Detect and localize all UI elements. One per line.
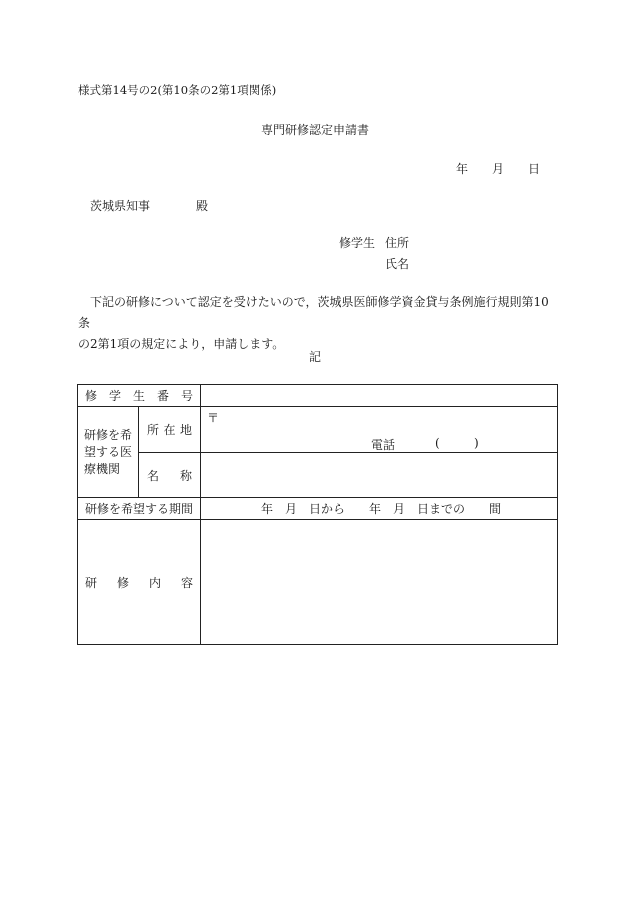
request-statement	[78, 292, 558, 355]
label-char: 内	[149, 575, 162, 590]
honorific: 殿	[196, 199, 209, 213]
paren-close: )	[474, 436, 479, 450]
label-char: 容	[181, 575, 194, 590]
student-number-row	[78, 385, 558, 407]
period-field[interactable]: 年 月 日から 年 月 日までの 間	[201, 498, 558, 520]
label-char: 学	[109, 389, 122, 403]
label-char: 修	[117, 575, 130, 590]
applicant-address-label: 住所	[385, 236, 410, 250]
document-title: 専門研修認定申請書	[260, 123, 369, 137]
student-number-field[interactable]	[201, 385, 558, 407]
content-field[interactable]	[201, 520, 558, 645]
label-char: 称	[180, 468, 193, 483]
institution-name-row	[78, 453, 558, 498]
label-char: 所	[147, 423, 160, 437]
institution-location-row	[78, 407, 558, 453]
postal-mark: 〒	[207, 411, 220, 425]
institution-name-field[interactable]	[201, 453, 558, 498]
label-char: 生	[133, 389, 146, 403]
label-char: 番	[157, 389, 170, 403]
period-row	[78, 498, 558, 520]
label-char: 地	[180, 423, 193, 437]
applicant-name-label: 氏名	[385, 257, 410, 271]
applicant-role: 修学生	[339, 236, 376, 250]
date-day: 日	[528, 162, 541, 176]
location-field[interactable]	[201, 407, 558, 453]
statement-line-1: 下記の研修について認定を受けたいので，茨城県医師修学資金貸与条例施行規則第10条	[78, 295, 549, 330]
paren-open: (	[435, 436, 440, 450]
institution-label-line: 望する医	[84, 444, 133, 459]
phone-label: 電話	[371, 438, 396, 452]
label-char: 名	[147, 468, 160, 483]
label-char: 在	[163, 423, 176, 437]
student-number-label	[78, 385, 201, 407]
ki-heading: 記	[308, 350, 321, 364]
institution-label	[78, 407, 139, 498]
statement-line-2: の2第1項の規定により，申請します。	[78, 337, 285, 351]
institution-label-line: 研修を希	[84, 427, 133, 442]
application-table	[77, 384, 558, 645]
label-char: 号	[181, 389, 194, 403]
location-label	[139, 407, 201, 453]
form-number: 様式第14号の2(第10条の2第1項関係)	[78, 83, 277, 97]
period-label: 研修を希望する期間	[78, 498, 201, 520]
content-label	[78, 520, 201, 645]
addressee: 茨城県知事	[90, 199, 151, 213]
label-char: 修	[85, 389, 98, 403]
institution-name-label	[139, 453, 201, 498]
institution-label-line: 療機関	[84, 461, 121, 476]
date-year: 年	[456, 162, 469, 176]
label-char: 研	[85, 575, 98, 590]
date-month: 月	[492, 162, 505, 176]
content-row	[78, 520, 558, 645]
